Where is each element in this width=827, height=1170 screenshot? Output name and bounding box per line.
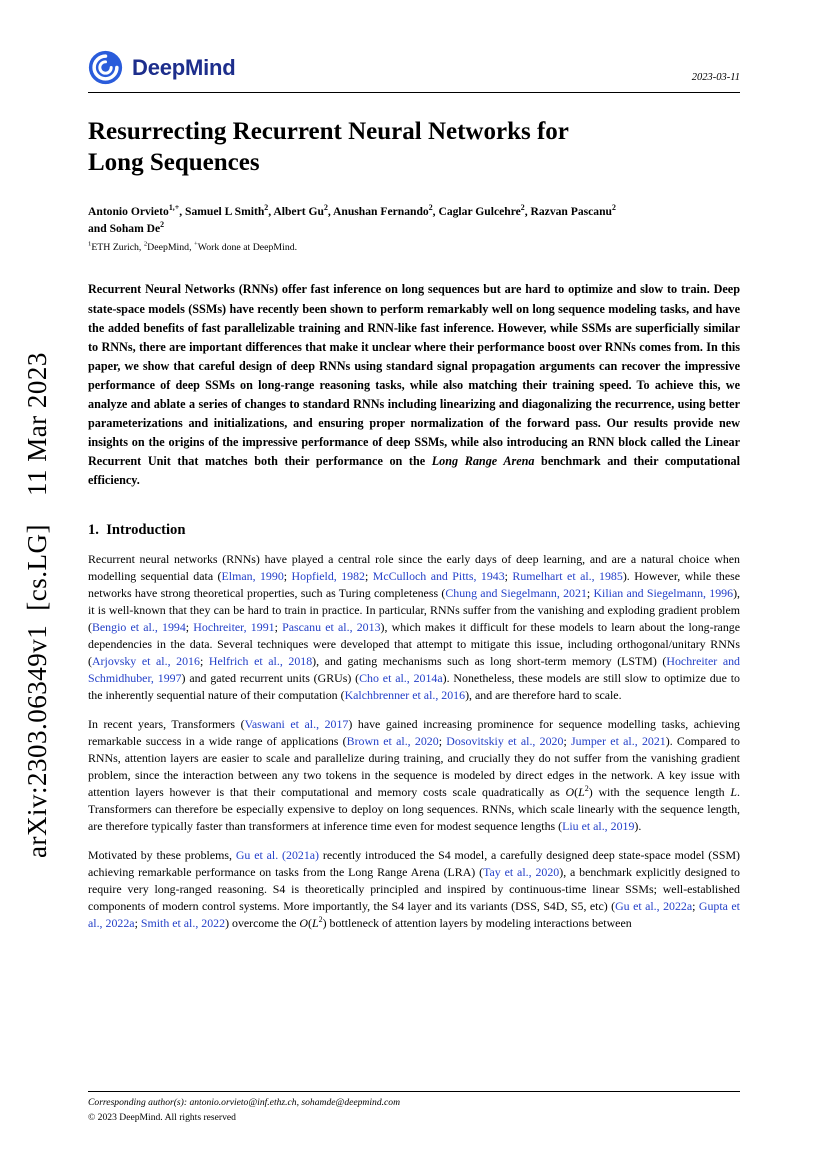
citation-link[interactable]: Smith et al., 2022 [140, 916, 226, 931]
text-segment: DeepMind, [147, 241, 194, 253]
citation-link[interactable]: Helfrich et al., 2018 [208, 653, 313, 668]
text-segment: ), a benchmark explicitly designed to require very long-ranged reasoning. S4 is theoretically principled and inspired by continuous-time linear SSMs; well-established components of modern control systems. More importantly, the S4 layer and its variants (DSS, S4D, S5, etc) ( [88, 865, 741, 914]
page-footer [88, 1084, 740, 1123]
text-segment: ) have gained increasing prominence for sequence modelling tasks, achieving remarkable success in a wide range of applications ( [88, 716, 740, 748]
citation-link[interactable]: McCulloch and Pitts, 1943 [372, 568, 505, 583]
text-segment: 2 [612, 203, 616, 213]
deepmind-logo [88, 50, 236, 85]
text-segment: and Soham De [88, 222, 161, 236]
text-segment: Recurrent Neural Networks (RNNs) offer fast inference on long sequences but are hard to optimize and slow to train. Deep state-space models (SSMs) have recently been shown to perform remarkably well on long sequence modeling tasks, and have the added benefits of fast parallelizable training and RNN-like fast inference. However, while SSMs are superficially similar to RNNs, there are important differences that make it unclear where their performance boost over RNNs comes from. In this paper, we show that careful design of deep RNNs using standard signal propagation arguments can recover the impressive performance of deep SSMs on long-range reasoning tasks, while also matching their training speed. To achieve this, we analyze and ablate a series of changes to standard RNNs including linearizing and diagonalizing the recurrence, using better parameterizations and initializations, and ensuring proper normalization of the forward pass. Our results provide new insights on the origins of the impressive performance of deep SSMs, while also introducing an RNN block called the Linear Recurrent Unit that matches both their performance on the [88, 282, 740, 468]
text-segment: ETH Zurich, [91, 241, 144, 253]
text-segment: . Transformers can therefore be especially expensive to deploy on long sequences. RNNs, which scale linearly with the sequence length, are therefore typically faster than transformers at inference time even for modest sequence lengths ( [88, 785, 740, 834]
authors-line-2 [88, 220, 740, 237]
text-segment: ) and gated recurrent units (GRUs) ( [181, 670, 360, 685]
text-segment: ), which makes it difficult for these models to learn about the long-range dependencies in the data. Several techniques were developed that attempt to mitigate this issue, including orthogonal/unitary RNNs ( [88, 619, 740, 668]
header-date: 2023-03-11 [691, 72, 740, 83]
text-segment: ; [504, 568, 513, 583]
text-segment: 1 [88, 240, 92, 248]
text-segment: L [311, 916, 319, 931]
content-column [88, 0, 740, 932]
text-segment: Motivated by these problems, [88, 848, 236, 863]
citation-link[interactable]: Gu et al. (2021a) [235, 848, 320, 863]
text-segment: ; [185, 619, 194, 634]
paper-title-line-1: Resurrecting Recurrent Neural Networks for [88, 118, 569, 145]
citation-link[interactable]: Kilian and Siegelmann, 1996 [593, 585, 734, 600]
text-segment: , Razvan Pascanu [524, 205, 613, 218]
citation-link[interactable]: Dosovitskiy et al., 2020 [446, 733, 564, 748]
text-segment: ). Nonetheless, these models are still slow to optimize due to the inherently sequential nature of their computation ( [88, 670, 740, 702]
text-segment: ; [586, 585, 594, 600]
text-segment: 2 [143, 240, 148, 248]
text-segment: Antonio Orvieto [88, 205, 169, 218]
header-rule [88, 92, 740, 93]
citation-link[interactable]: Chung and Siegelmann, 2021 [445, 585, 587, 600]
text-segment: benchmark and their computational efficiency. [88, 453, 740, 487]
citation-link[interactable]: Brown et al., 2020 [346, 733, 439, 748]
text-segment: ). Compared to RNNs, attention layers are easier to scale and parallelize during training, and crucially they do not suffer from the vanishing gradient problem, since the interaction between any two tokens in the sequence is modeled by direct edges in the network. A key issue with attention layers however is that their computational and memory costs scale quadratically as [88, 733, 740, 800]
text-segment: ) with the sequence length [588, 785, 731, 800]
text-segment: O [565, 785, 575, 800]
text-segment: ; [438, 733, 447, 748]
text-segment: Recurrent neural networks (RNNs) have played a central role since the early days of deep learning, and are a natural choice when modelling sequential data ( [88, 551, 740, 583]
deepmind-wordmark: DeepMind [132, 54, 236, 80]
citation-link[interactable]: Tay et al., 2020 [483, 865, 560, 880]
citation-link[interactable]: Gupta et al., 2022a [88, 899, 740, 931]
text-segment: L [578, 785, 585, 800]
text-segment: ) overcome the [225, 916, 300, 931]
citation-link[interactable]: Jumper et al., 2021 [571, 733, 666, 748]
abstract [88, 280, 740, 489]
text-segment: ). However, while these networks have strong theoretical properties, such as Turing completeness ( [88, 568, 741, 600]
text-segment: ( [307, 916, 312, 931]
text-segment: ; [283, 568, 292, 583]
footer-rule [88, 1091, 740, 1092]
text-segment: ; [563, 733, 572, 748]
citation-link[interactable]: Pascanu et al., 2013 [282, 619, 381, 634]
text-segment: Long Range Arena [431, 453, 535, 468]
text-segment: 2 [428, 203, 433, 213]
text-segment: ) bottleneck of attention layers by modeling interactions between [322, 916, 632, 931]
text-segment: L [730, 785, 738, 800]
authors-line-1 [88, 203, 740, 220]
text-segment: Work done at DeepMind. [197, 241, 298, 253]
citation-link[interactable]: Elman, 1990 [221, 568, 284, 583]
text-segment: , Anushan Fernando [327, 205, 429, 218]
text-segment: 2 [584, 784, 589, 794]
citation-link[interactable]: Hopfield, 1982 [291, 568, 365, 583]
affiliations [88, 241, 740, 255]
text-segment: recently introduced the S4 model, a carefully designed deep state-space model (SSM) achieving remarkable performance on tasks from the Long Range Arena (LRA) ( [88, 848, 740, 880]
text-segment: 2 [323, 203, 328, 213]
arxiv-watermark: arXiv:2303.06349v1 [cs.LG] 11 Mar 2023 [22, 352, 52, 858]
text-segment: ( [574, 785, 579, 800]
citation-link[interactable]: Hochreiter and Schmidhuber, 1997 [88, 653, 740, 685]
citation-link[interactable]: Bengio et al., 1994 [91, 619, 186, 634]
text-segment: 2 [160, 220, 165, 230]
text-segment: ; [199, 653, 209, 668]
text-segment: ; [274, 619, 283, 634]
paper-title-line-2: Long Sequences [88, 148, 260, 176]
text-segment: ). [634, 819, 642, 834]
text-segment: O [299, 916, 308, 931]
text-segment: 2 [318, 915, 323, 925]
citation-link[interactable]: Liu et al., 2019 [562, 819, 635, 834]
paper-title [88, 117, 740, 178]
text-segment: 2 [264, 203, 269, 213]
text-segment: , Caglar Gulcehre [432, 205, 521, 218]
citation-link[interactable]: Arjovsky et al., 2016 [91, 653, 200, 668]
text-segment: ), and are therefore hard to scale. [465, 687, 622, 702]
text-segment: , Albert Gu [268, 205, 324, 218]
deepmind-logo-icon [88, 50, 123, 85]
header [88, 0, 740, 85]
text-segment: + [193, 240, 198, 248]
citation-link[interactable]: Rumelhart et al., 1985 [512, 568, 623, 583]
text-segment: 1,+ [168, 203, 180, 213]
text-segment: ; [692, 899, 699, 914]
paragraph-3 [88, 847, 740, 932]
citation-link[interactable]: Gu et al., 2022a [615, 899, 693, 914]
citation-link[interactable]: Vaswani et al., 2017 [244, 716, 349, 731]
citation-link[interactable]: Hochreiter, 1991 [193, 619, 275, 634]
paragraph-1 [88, 551, 740, 704]
text-segment: ), it is well-known that they can be hard to train in practice. In particular, RNNs suffer from the vanishing and exploding gradient problem ( [88, 585, 740, 634]
text-segment: ), and gating mechanisms such as long short-term memory (LSTM) ( [312, 653, 667, 668]
citation-link[interactable]: Cho et al., 2014a [359, 670, 443, 685]
citation-link[interactable]: Kalchbrenner et al., 2016 [344, 687, 466, 702]
section-heading-introduction: 1. Introduction [88, 521, 186, 538]
text-segment: In recent years, Transformers ( [88, 716, 245, 731]
correspondence-note: Corresponding author(s): antonio.orvieto@inf.ethz.ch, sohamde@deepmind.com [88, 1097, 401, 1108]
text-segment: ; [134, 916, 141, 931]
text-segment: 2 [520, 203, 525, 213]
copyright-notice: © 2023 DeepMind. All rights reserved [88, 1112, 236, 1123]
text-segment: , Samuel L Smith [179, 205, 265, 218]
text-segment: ; [365, 568, 373, 583]
paragraph-2 [88, 716, 740, 835]
